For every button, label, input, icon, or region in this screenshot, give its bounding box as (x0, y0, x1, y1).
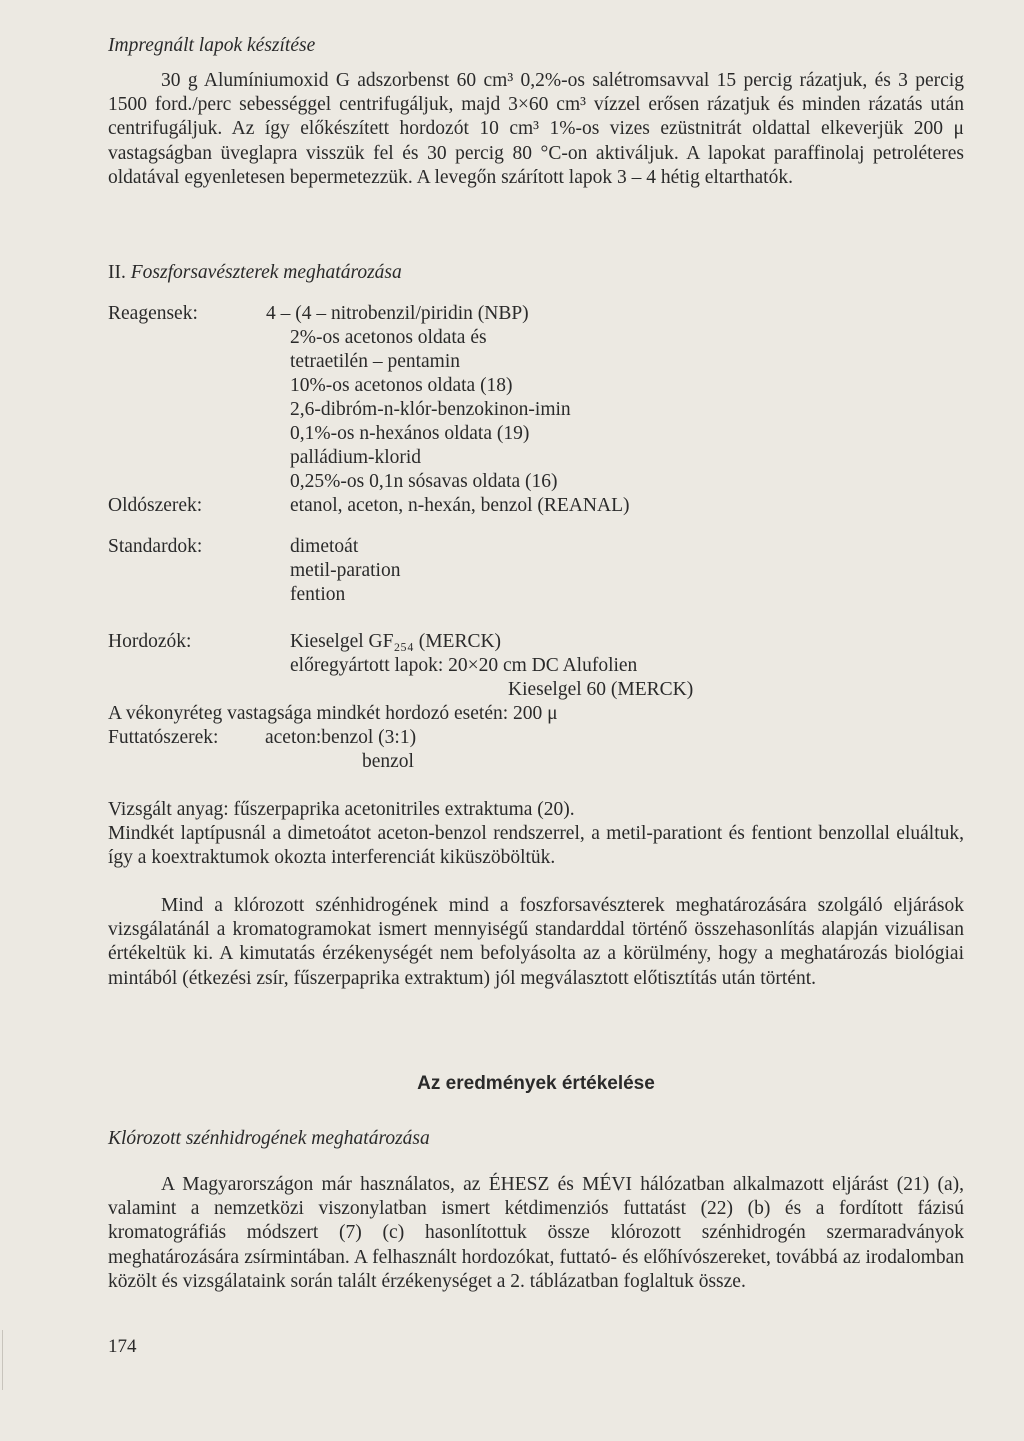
mobile-phase-label: Futtatószerek: (108, 727, 219, 748)
reagent-item: tetraetilén – pentamin (290, 351, 461, 372)
reagent-item: 10%-os acetonos oldata (18) (290, 375, 513, 396)
section-heading-phosphoric (108, 261, 402, 285)
reagent-item: 2,6-dibróm-n-klór-benzokinon-imin (290, 399, 571, 420)
standard-item: metil-paration (290, 560, 401, 581)
standards-label: Standardok: (108, 536, 203, 557)
carrier-line: Kieselgel 60 (MERCK) (508, 679, 694, 700)
mobile-phase-value: benzol (362, 751, 414, 772)
thickness-line: A vékonyréteg vastagsága mindkét hordozó esetén: 200 μ (108, 703, 558, 724)
paragraph-impregnation: 30 g Alumíniumoxid G adszorbenst 60 cm³ 0,2%-os salétromsavval 15 percig rázatjuk, és 3 percig 1500 ford./perc sebességgel centrifugáljuk, majd 3×60 cm³ vízzel erősen rázatjuk és minden rázatás után centrifugáljuk. Az így előkészített hordozót 10 cm³ 1%-os vizes ezüstnitrát oldattal elkeverjük 200 μ vastagságban üveglapra visszük fel és 30 percig 80 °C-on aktiváljuk. A lapokat paraffinolaj petroléteres oldatával egyenletesen bepermetezzük. A levegőn szárított lapok 3 – 4 hétig eltarthatók. (108, 70, 964, 188)
scan-edge-line (2, 1330, 3, 1390)
reagent-item: palládium-klorid (290, 447, 422, 468)
mobile-phase-value: aceton:benzol (3:1) (265, 727, 417, 748)
section-title: Foszforsavészterek meghatározása (130, 262, 402, 283)
carrier-line: Kieselgel GF₂₅₄ (MERCK) (290, 631, 502, 652)
paragraph-elution: Mindkét laptípusnál a dimetoátot aceton-benzol rendszerrel, a metil-parationt és fentiont benzollal eluáltuk, így a koextraktumok okozta interferenciát kiküszöböltük. (108, 823, 964, 869)
reagent-item: 4 – (4 – nitrobenzil/piridin (NBP) (266, 303, 529, 324)
standard-item: fention (290, 584, 346, 605)
results-heading: Az eredmények értékelése (417, 1073, 655, 1094)
standard-item: dimetoát (290, 536, 359, 557)
reagent-item: 0,25%-os 0,1n sósavas oldata (16) (290, 471, 558, 492)
material-line: Vizsgált anyag: fűszerpaprika acetonitriles extraktuma (20). (108, 799, 575, 820)
carriers-label: Hordozók: (108, 631, 192, 652)
page-number: 174 (108, 1336, 137, 1357)
paragraph-results: A Magyarországon már használatos, az ÉHESZ és MÉVI hálózatban alkalmazott eljárást (21) (a), valamint a nemzetközi viszonylatban ismert kétdimenziós futtatást (22) (b) és a fordított fázisú kromatográfiás módszert (7) (c) hasonlítottuk össze klórozott szénhidrogén szermaradványok meghatározására zsírmintában. A felhasznált hordozókat, futtató- és előhívószereket, továbbá az irodalomban közölt és vizsgálataink során talált érzékenységet a 2. táblázatban foglaltuk össze. (108, 1174, 964, 1292)
paragraph-evaluation: Mind a klórozott szénhidrogének mind a foszforsavészterek meghatározására szolgáló eljárások vizsgálatánál a kromatogramokat ismert mennyiségű standarddal történő összehasonlítás alapján vizuálisan értékeltük ki. A kimutatás érzékenységét nem befolyásolta az a körülmény, hogy a meghatározás biológiai mintából (étkezési zsír, fűszerpaprika extraktum) jól megválasztott előtisztítás után történt. (108, 895, 964, 989)
subsection-heading: Klórozott szénhidrogének meghatározása (108, 1128, 430, 1149)
section-heading-impregnated: Impregnált lapok készítése (108, 35, 316, 56)
section-number: II. (108, 262, 126, 283)
reagents-label: Reagensek: (108, 303, 198, 324)
solvents-value: etanol, aceton, n-hexán, benzol (REANAL) (290, 495, 630, 516)
reagent-item: 2%-os acetonos oldata és (290, 327, 487, 348)
solvents-label: Oldószerek: (108, 495, 203, 516)
reagent-item: 0,1%-os n-hexános oldata (19) (290, 423, 530, 444)
carrier-line: előregyártott lapok: 20×20 cm DC Alufolien (290, 655, 638, 676)
